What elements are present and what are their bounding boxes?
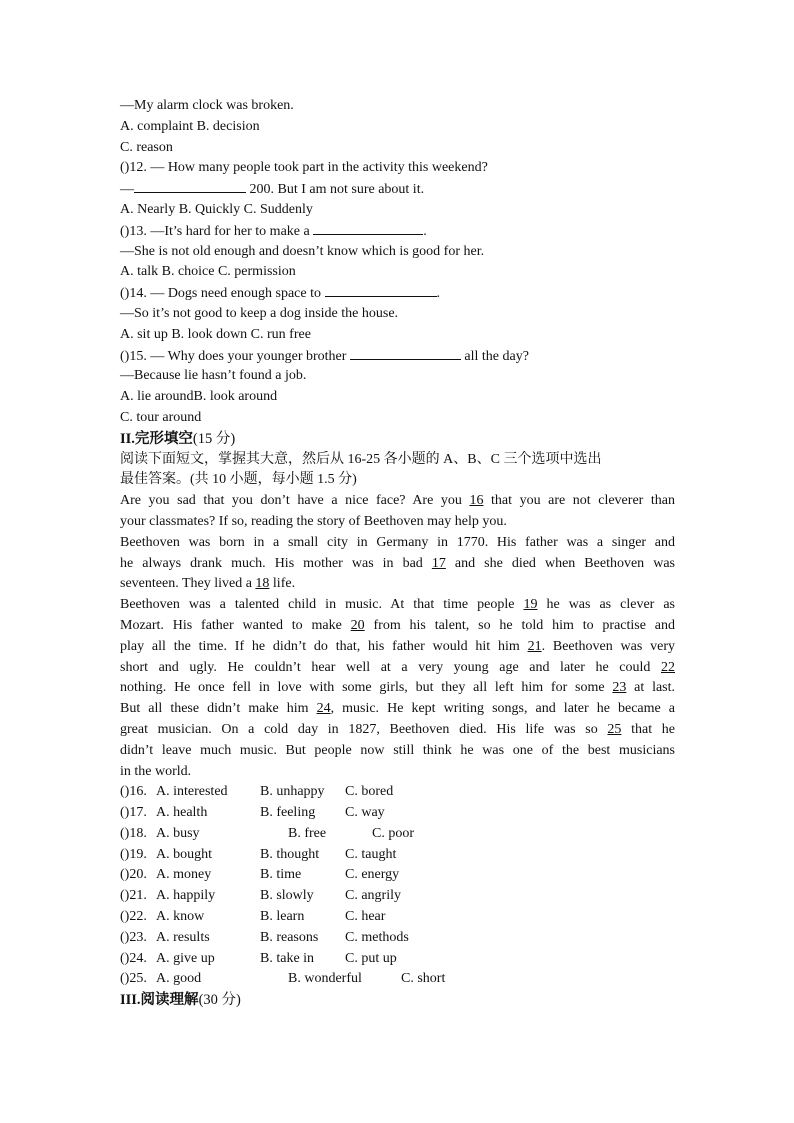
choice-a[interactable]: A. health: [156, 805, 208, 821]
q11-option-c: C. reason: [120, 139, 173, 155]
q15-option-c: C. tour around: [120, 409, 202, 425]
choice-a[interactable]: A. results: [156, 929, 210, 945]
q13-reply: —She is not old enough and doesn’t know which is good for her.: [120, 243, 485, 259]
choice-c[interactable]: C. short: [401, 971, 446, 987]
choice-number: ()24.: [120, 950, 147, 966]
q14-stem-end: .: [436, 286, 441, 302]
choice-a[interactable]: A. give up: [156, 950, 215, 966]
q12-reply-dash: —: [120, 182, 134, 198]
choice-row: [120, 803, 675, 824]
q12-options: A. Nearly B. Quickly C. Suddenly: [120, 201, 313, 217]
passage-text: nothing. He once fell in love with some girls, but they all left him for some: [120, 680, 613, 696]
section-2-instruction-1: 阅读下面短文，掌握其大意，然后从 16-25 各小题的 A、B、C 三个选项中选出: [120, 451, 602, 467]
choice-row: [120, 782, 675, 803]
q15-stem: [120, 346, 675, 367]
section-3-title: III.阅读理解: [120, 992, 199, 1009]
passage-text: play all the time. If he didn’t do that, his father would hit him: [120, 638, 528, 654]
blank-20: 20: [350, 617, 365, 633]
q14-stem-text: ()14. — Dogs need enough space to: [120, 286, 325, 302]
passage-line-5: [120, 574, 675, 595]
q11-options-ab: A. complaint B. decision: [120, 118, 260, 134]
passage-text: great musician. On a cold day in 1827, Beethoven died. His life was so: [120, 721, 608, 737]
q13-stem-text: ()13. —It’s hard for her to make a: [120, 223, 314, 239]
q13-blank[interactable]: [313, 221, 423, 235]
passage-line-7: [120, 616, 675, 637]
choice-b[interactable]: B. free: [288, 825, 327, 841]
passage-text: But all these didn’t make him: [120, 701, 317, 717]
choice-c[interactable]: C. way: [345, 805, 385, 821]
choice-a[interactable]: A. interested: [156, 784, 228, 800]
q15-options-ab: A. lie aroundB. look around: [120, 389, 278, 405]
q14-blank[interactable]: [325, 283, 437, 297]
choice-a[interactable]: A. busy: [156, 825, 200, 841]
passage-line-8: [120, 637, 675, 658]
blank-23: 23: [612, 680, 627, 696]
passage-text: life.: [269, 576, 296, 592]
choice-a[interactable]: A. good: [156, 971, 202, 987]
blank-25: 25: [607, 721, 622, 737]
choice-number: ()25.: [120, 971, 147, 987]
choice-number: ()17.: [120, 805, 147, 821]
passage-line-1: [120, 491, 675, 512]
choice-c[interactable]: C. bored: [345, 784, 394, 800]
choice-c[interactable]: C. taught: [345, 846, 397, 862]
passage-line-12: [120, 720, 675, 741]
passage-line-13: didn’t leave much music. But people now still think he was one of the best musicians: [120, 742, 675, 758]
passage-text: Mozart. His father wanted to make: [120, 617, 351, 633]
choice-number: ()20.: [120, 867, 147, 883]
passage-text: . Beethoven was very: [541, 638, 675, 654]
section-2-heading: [120, 429, 675, 450]
passage-text: he was as clever as: [537, 597, 675, 613]
choice-b[interactable]: B. wonderful: [288, 971, 362, 987]
q15-reply: —Because lie hasn’t found a job.: [120, 368, 307, 384]
passage-text: Beethoven was a talented child in music. At that time people: [120, 597, 524, 613]
passage-line-14: in the world.: [120, 763, 192, 779]
choice-b[interactable]: B. slowly: [260, 888, 314, 904]
q15-stem-text: ()15. — Why does your younger brother: [120, 348, 350, 364]
passage-text: and she died when Beethoven was: [445, 555, 675, 571]
q13-options: A. talk B. choice C. permission: [120, 264, 296, 280]
blank-22: 22: [661, 659, 675, 675]
passage-line-10: [120, 678, 675, 699]
choice-b[interactable]: B. feeling: [260, 805, 316, 821]
q12-stem: ()12. — How many people took part in the activity this weekend?: [120, 160, 488, 176]
passage-text: Are you sad that you don’t have a nice face? Are you: [120, 493, 470, 509]
choice-c[interactable]: C. energy: [345, 867, 400, 883]
q14-options: A. sit up B. look down C. run free: [120, 326, 311, 342]
q15-stem-end: all the day?: [460, 348, 529, 364]
choice-b[interactable]: B. reasons: [260, 929, 319, 945]
q12-blank[interactable]: [134, 179, 246, 193]
choice-row: [120, 886, 675, 907]
blank-16: 16: [469, 493, 484, 509]
q14-reply: —So it’s not good to keep a dog inside the house.: [120, 305, 399, 321]
blank-24: 24: [316, 701, 331, 717]
choice-row: [120, 907, 675, 928]
choice-a[interactable]: A. happily: [156, 888, 216, 904]
choice-c[interactable]: C. hear: [345, 909, 386, 925]
choice-number: ()16.: [120, 784, 147, 800]
choice-row: [120, 949, 675, 970]
q11-answer-line: —My alarm clock was broken.: [120, 98, 294, 113]
passage-line-4: [120, 554, 675, 575]
q13-stem: [120, 221, 675, 242]
q13-stem-end: .: [423, 223, 427, 239]
choice-a[interactable]: A. money: [156, 867, 212, 883]
passage-text: seventeen. They lived a: [120, 576, 256, 592]
choice-a[interactable]: A. know: [156, 909, 205, 925]
choice-c[interactable]: C. put up: [345, 950, 397, 966]
choice-c[interactable]: C. methods: [345, 929, 409, 945]
section-2-score: (15 分): [192, 430, 236, 447]
choice-row: [120, 845, 675, 866]
choice-a[interactable]: A. bought: [156, 846, 212, 862]
q12-reply-text: 200. But I am not sure about it.: [246, 182, 425, 198]
document-page: [120, 96, 675, 1011]
section-3-score: (30 分): [198, 992, 241, 1009]
choice-b[interactable]: B. time: [260, 867, 302, 883]
q14-stem: [120, 283, 675, 304]
choice-b[interactable]: B. unhappy: [260, 784, 325, 800]
choice-c[interactable]: C. angrily: [345, 888, 401, 904]
passage-text: he always drank much. His mother was in bad: [120, 555, 432, 571]
blank-19: 19: [523, 597, 538, 613]
passage-text: , music. He kept writing songs, and later he became a: [330, 701, 675, 717]
passage-text: from his talent, so he told him to practise and: [364, 617, 675, 633]
passage-text: at last.: [626, 680, 676, 696]
passage-line-2: your classmates? If so, reading the story of Beethoven may help you.: [120, 513, 507, 529]
choice-number: ()18.: [120, 825, 147, 841]
choice-row: [120, 928, 675, 949]
choice-b[interactable]: B. learn: [260, 909, 305, 925]
passage-text: that you are not cleverer than: [483, 493, 675, 509]
section-2-instruction-2: 最佳答案。(共 10 小题，每小题 1.5 分): [120, 472, 357, 488]
section-2-title: II.完形填空: [120, 430, 193, 447]
choice-number: ()22.: [120, 909, 147, 925]
q12-reply: [120, 179, 675, 200]
passage-line-9: [120, 658, 675, 679]
choice-b[interactable]: B. take in: [260, 950, 315, 966]
choice-row: [120, 824, 675, 845]
q15-blank[interactable]: [350, 346, 461, 360]
passage-line-11: [120, 699, 675, 720]
passage-text: that he: [621, 721, 675, 737]
choice-number: ()19.: [120, 846, 147, 862]
passage-line-3: Beethoven was born in a small city in Germany in 1770. His father was a singer and: [120, 534, 675, 550]
section-3-heading: [120, 990, 675, 1011]
blank-18: 18: [255, 576, 270, 592]
passage-text: short and ugly. He couldn’t hear well at a very young age and later he could: [120, 659, 661, 675]
blank-21: 21: [527, 638, 542, 654]
choice-row: [120, 969, 675, 990]
choice-c[interactable]: C. poor: [372, 825, 414, 841]
choice-row: [120, 865, 675, 886]
choice-b[interactable]: B. thought: [260, 846, 320, 862]
choice-number: ()23.: [120, 929, 147, 945]
blank-17: 17: [431, 555, 446, 571]
passage-line-6: [120, 595, 675, 616]
choice-number: ()21.: [120, 888, 147, 904]
